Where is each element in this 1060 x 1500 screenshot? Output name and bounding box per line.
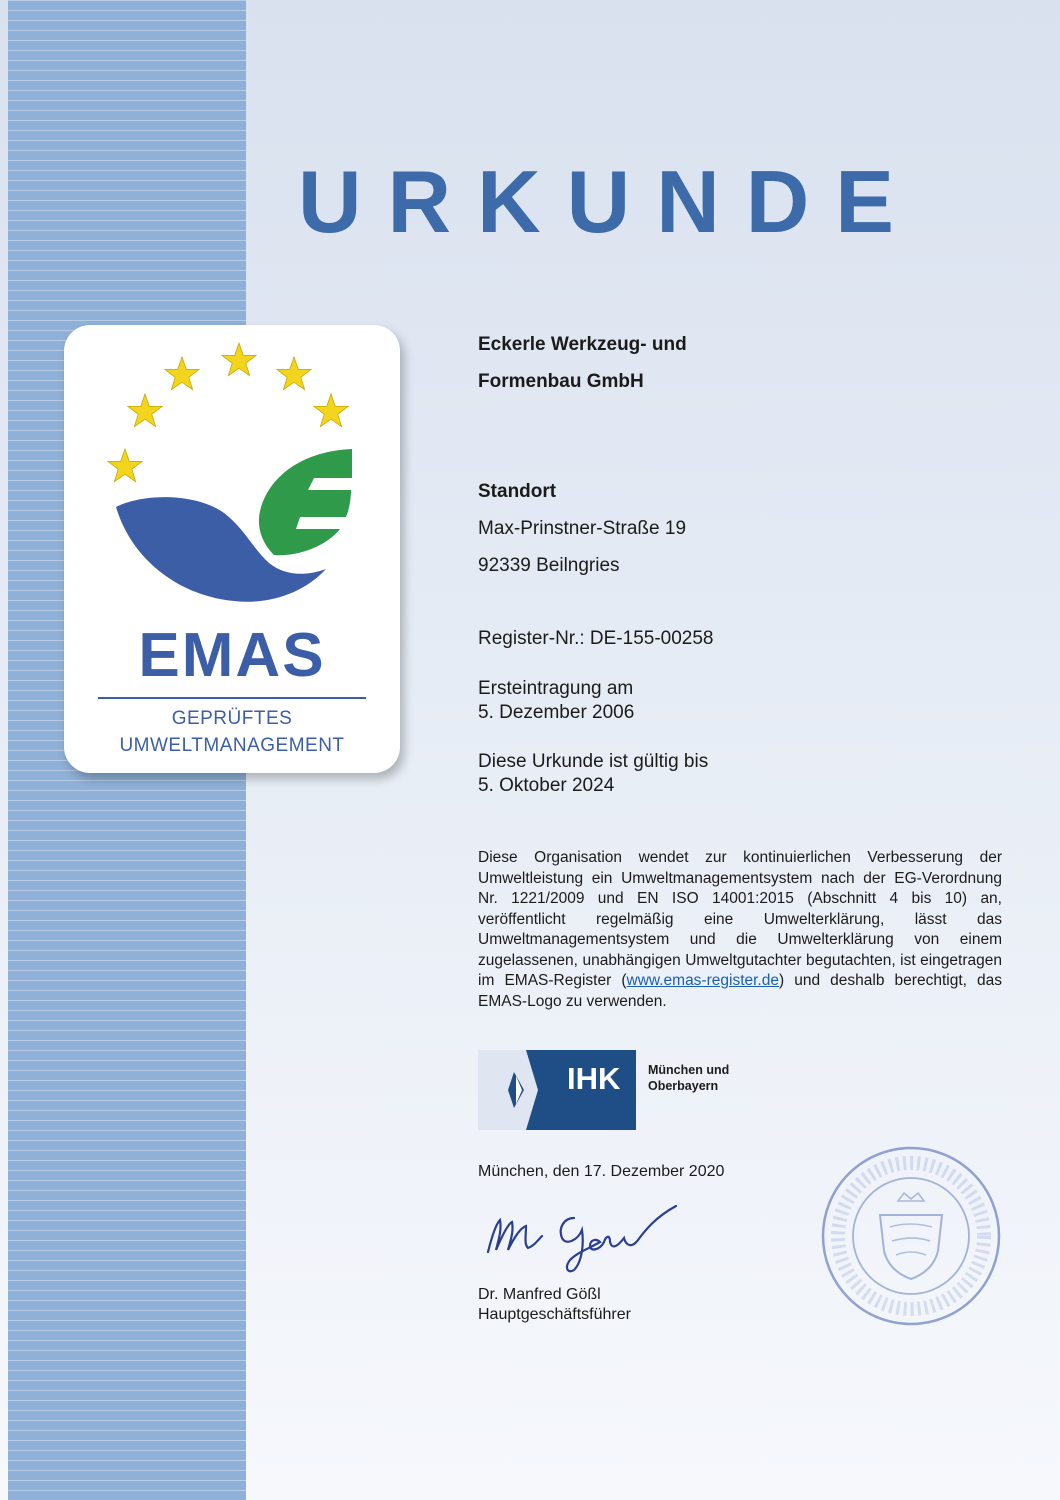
signatory-name: Dr. Manfred Gößl	[478, 1286, 601, 1303]
signatory-role: Hauptgeschäftsführer	[478, 1306, 631, 1323]
site-street: Max-Prinstner-Straße 19	[478, 518, 687, 539]
place-and-date: München, den 17. Dezember 2020	[478, 1163, 725, 1180]
organization-name-line1: Eckerle Werkzeug- und	[478, 334, 687, 355]
validity-label: Diese Urkunde ist gültig bis	[478, 751, 709, 772]
svg-text:IHK: IHK	[567, 1061, 621, 1096]
description-text-end: ) und deshalb berechtigt, das EMAS-Logo zu verwenden.	[478, 972, 1002, 1010]
emas-wordmark: EMAS	[138, 621, 326, 690]
ihk-logo-icon	[478, 1050, 636, 1130]
star-icon	[108, 449, 142, 482]
site-city: 92339 Beilngries	[478, 555, 620, 576]
star-icon	[128, 394, 162, 427]
register-number: Register-Nr.: DE-155-00258	[478, 628, 714, 649]
star-icon	[222, 343, 256, 376]
description-paragraph	[478, 848, 1002, 1012]
first-registration-label: Ersteintragung am	[478, 678, 634, 699]
site-heading: Standort	[478, 481, 557, 502]
organization-name-line2: Formenbau GmbH	[478, 371, 644, 392]
validity-date: 5. Oktober 2024	[478, 775, 615, 796]
emas-logo	[64, 325, 400, 773]
signature-icon	[478, 1196, 698, 1276]
emas-divider	[98, 697, 366, 699]
ihk-region-line2: Oberbayern	[648, 1079, 719, 1093]
star-icon	[277, 357, 311, 390]
description-text: Diese Organisation wendet zur kontinuierlichen Verbesserung der Umweltleistung ein Umweltmanagementsystem nach der EG-Verordnung Nr. 1221/2009 und EN ISO 14001:2015 (Abschnitt 4 bis 10) an, veröffentlicht regelmäßig eine Umwelterklärung, lässt das Umweltmanagementsystem und die Umwelterklärung von einem zugelassenen, unabhängigen Umweltgutachter begutachten, ist eingetragen im EMAS-Register (	[478, 849, 1002, 989]
emas-subtitle-line1: GEPRÜFTES	[171, 708, 293, 729]
emas-subtitle-line2: UMWELTMANAGEMENT	[119, 735, 345, 756]
ihk-region-line1: München und	[648, 1063, 730, 1077]
star-icon	[314, 394, 348, 427]
star-icon	[165, 357, 199, 390]
emas-register-link[interactable]: www.emas-register.de	[626, 972, 779, 989]
official-seal-icon	[818, 1143, 1004, 1329]
first-registration-date: 5. Dezember 2006	[478, 702, 635, 723]
emas-emblem-icon	[64, 325, 400, 625]
certificate-title: URKUNDE	[298, 152, 920, 251]
